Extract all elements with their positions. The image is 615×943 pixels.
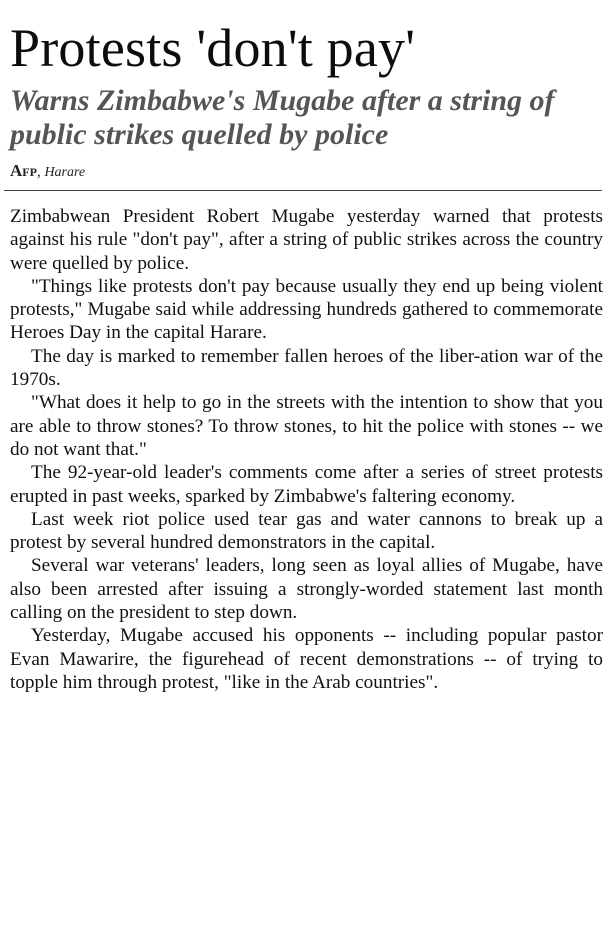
article-paragraph: The 92-year-old leader's comments come after a series of street protests erupted in past weeks, sparked by Zimbabwe's faltering economy.	[10, 462, 603, 507]
article-paragraph: "Things like protests don't pay because usually they end up being violent protests," Mugabe said while addressing hundreds gathered to commemorate Heroes Day in the capital Harare.	[10, 275, 603, 344]
article-paragraph: "What does it help to go in the streets with the intention to show that you are able to throw stones? To throw stones, to hit the police with stones -- we do not want that."	[10, 392, 603, 460]
article-body	[10, 205, 603, 694]
byline-separator: ,	[36, 164, 41, 180]
byline-location: Harare	[44, 165, 86, 180]
subheadline: Warns Zimbabwe's Mugabe after a string of public strikes quelled by police	[10, 84, 555, 151]
headline: Protests 'don't pay'	[10, 18, 416, 78]
article-paragraph: Last week riot police used tear gas and water cannons to break up a protest by several hundred demonstrators in the capital.	[10, 508, 603, 554]
article-paragraph: The day is marked to remember fallen heroes of the liber-ation war of the 1970s.	[10, 345, 603, 391]
byline	[10, 162, 603, 182]
divider-rule	[4, 190, 602, 191]
article-paragraph: Zimbabwean President Robert Mugabe yesterday warned that protests against his rule "don't pay", after a string of public strikes across the country were quelled by police.	[10, 206, 603, 274]
article-paragraph: Several war veterans' leaders, long seen as loyal allies of Mugabe, have also been arrested after issuing a strongly-worded statement last month calling on the president to step down.	[10, 555, 603, 624]
byline-agency: Afp	[10, 161, 37, 180]
article-paragraph: Yesterday, Mugabe accused his opponents -- including popular pastor Evan Mawarire, the figurehead of recent demonstrations -- of trying to topple him through protest, "like in the Arab countries".	[10, 625, 603, 693]
